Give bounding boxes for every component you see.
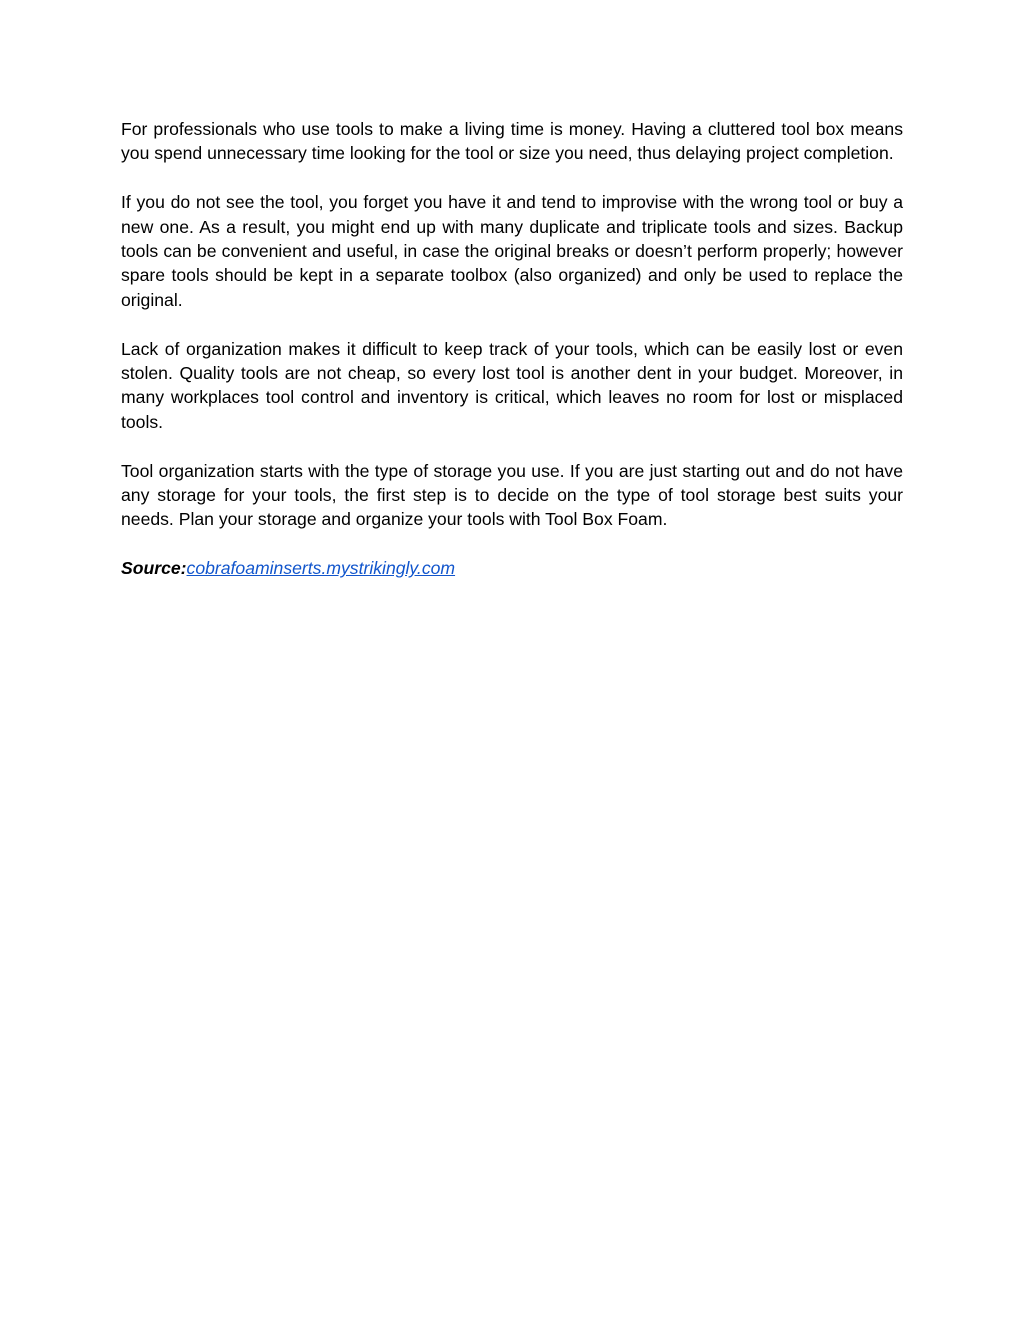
source-label: Source: — [121, 558, 187, 579]
source-link[interactable]: cobrafoaminserts.mystrikingly.com — [186, 558, 456, 579]
paragraph-3: Lack of organization makes it difficult to keep track of your tools, which can be easily lost or even stolen. Quality tools are not cheap, so every lost tool is another dent in your budget. Moreover, in many workplaces tool control and inventory is critical, which leaves no room for lost or misplaced tools. — [121, 338, 903, 432]
paragraph-4: Tool organization starts with the type of storage you use. If you are just starting out and do not have any storage for your tools, the first step is to decide on the type of tool storage best suits your needs. Plan your storage and organize your tools with Tool Box Foam. — [121, 460, 903, 530]
document-page — [121, 117, 903, 581]
source-line — [121, 556, 903, 580]
paragraph-2: If you do not see the tool, you forget you have it and tend to improvise with the wrong tool or buy a new one. As a result, you might end up with many duplicate and triplicate tools and sizes. Backup tools can be convenient and useful, in case the original breaks or doesn’t perform properly; however spare tools should be kept in a separate toolbox (also organized) and only be used to replace the original. — [121, 192, 903, 310]
paragraph-1: For professionals who use tools to make a living time is money. Having a cluttered tool box means you spend unnecessary time looking for the tool or size you need, thus delaying project completion. — [121, 119, 903, 164]
